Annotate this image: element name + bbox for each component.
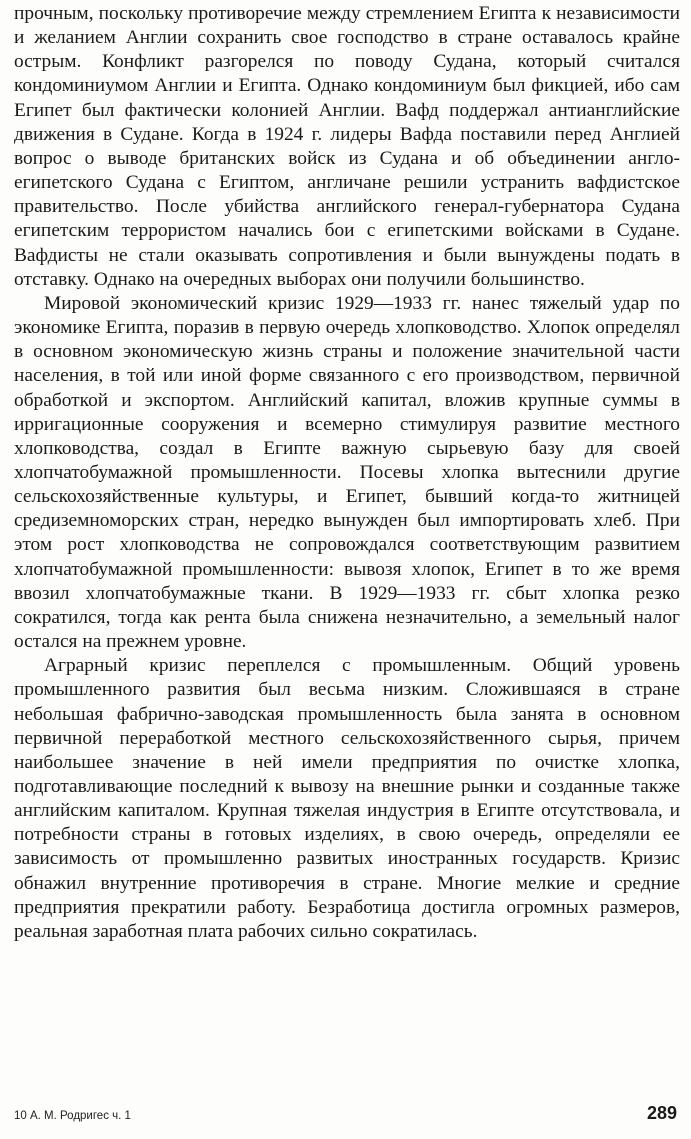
page-number: 289 [646,1103,677,1123]
signature-mark: 10 А. М. Родригес ч. 1 [14,1110,131,1122]
page-body-text [14,2,680,944]
paragraph-3: Аграрный кризис переплелся с промышленным. Общий уровень промышленного развития был весьма низким. Сложившаяся в стране небольшая фабрично-заводская промышленность была занята в основном первичной переработкой местного сельскохозяйственного сырья, причем наибольшее значение в ней имели предприятия по очистке хлопка, подготавливающие последний к вывозу на внешние рынки и созданные также английским капиталом. Крупная тяжелая индустрия в Египте отсутствовала, и потребности страны в готовых изделиях, в свою очередь, определяли ее зависимость от промышленно развитых иностранных государств. Кризис обнажил внутренние противоречия в стране. Многие мелкие и средние предприятия прекратили работу. Безработица достигла огромных размеров, реальная заработная плата рабочих сильно сократилась. [14,655,680,942]
paragraph-2: Мировой экономический кризис 1929—1933 гг. нанес тяжелый удар по экономике Египта, поразив в первую очередь хлопководство. Хлопок определял в основном экономическую жизнь страны и положение значительной части населения, в той или иной форме связанного с его производством, первичной обработкой и экспортом. Английский капитал, вложив крупные суммы в ирригационные сооружения и всемерно стимулируя развитие местного хлопководства, создал в Египте важную сырьевую базу для своей хлопчатобумажной промышленности. Посевы хлопка вытеснили другие сельскохозяйственные культуры, и Египет, бывший когда-то житницей средиземноморских стран, нередко вынужден был импортировать хлеб. При этом рост хлопководства не сопровождался соответствующим развитием хлопчатобумажной промышленности: вывозя хлопок, Египет в то же время ввозил хлопчатобумажные ткани. В 1929—1933 гг. сбыт хлопка резко сократился, тогда как рента была снижена незначительно, а земельный налог остался на прежнем уровне. [14,292,680,653]
paragraph-1: прочным, поскольку противоречие между стремлением Египта к независимости и желанием Англии сохранить свое господство в стране оставалось крайне острым. Конфликт разгорелся по поводу Судана, который считался кондоминиумом Англии и Египта. Однако кондоминиум был фикцией, ибо сам Египет был фактически колонией Англии. Вафд поддержал антианглийские движения в Судане. Когда в 1924 г. лидеры Вафда поставили перед Англией вопрос о выводе британских войск из Судана и об объединении англо-египетского Судана с Египтом, англичане решили устранить вафдистское правительство. После убийства английского генерал-губернатора Судана египетским террористом начались бои с египетскими войсками в Судане. Вафдисты не стали оказывать сопротивления и были вынуждены подать в отставку. Однако на очередных выборах они получили большинство. [14,3,680,290]
page-footer [14,1100,677,1124]
